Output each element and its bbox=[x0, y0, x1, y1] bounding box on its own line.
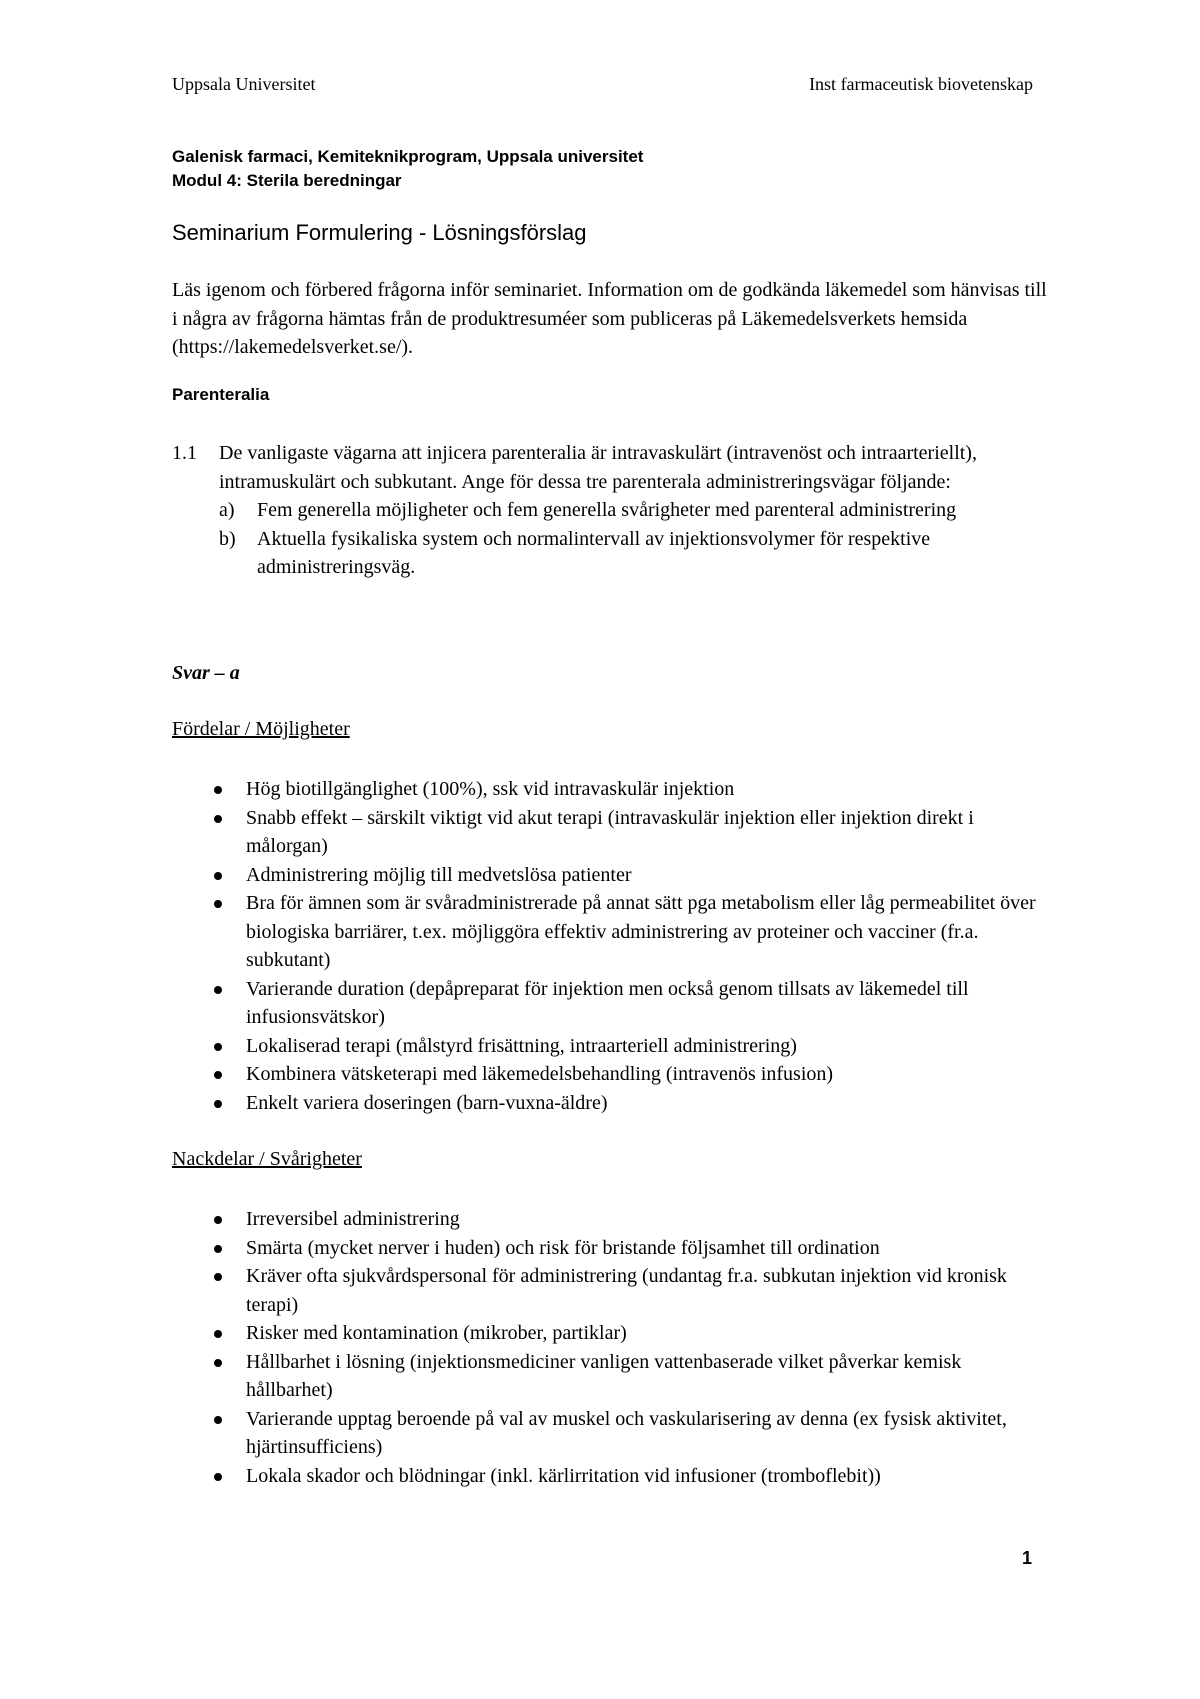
bullet-icon bbox=[214, 1273, 222, 1281]
intro-paragraph: Läs igenom och förbered frågorna inför seminariet. Information om de godkända läkemedel som hänvisas till i några av frågorna hämtas från de produktresuméer som publiceras på Läkemedelsverkets hemsida (https://lakemedelsverket.se/). bbox=[172, 279, 1047, 358]
answer-label: Svar – a bbox=[172, 662, 240, 684]
bullet-icon bbox=[214, 815, 222, 823]
list-item: Smärta (mycket nerver i huden) och risk för bristande följsamhet till ordination bbox=[172, 1234, 1052, 1263]
bullet-icon bbox=[214, 1100, 222, 1108]
bullet-icon bbox=[214, 1359, 222, 1367]
course-line-2: Modul 4: Sterila beredningar bbox=[172, 171, 402, 190]
advantages-list bbox=[172, 775, 1052, 1117]
question-sub-a bbox=[219, 496, 1052, 525]
list-item: Varierande duration (depåpreparat för injektion men också genom tillsats av läkemedel till infusionsvätskor) bbox=[172, 975, 1052, 1032]
sub-text: Fem generella möjligheter och fem generella svårigheter med parenteral administrering bbox=[257, 499, 957, 521]
list-item: Risker med kontamination (mikrober, partiklar) bbox=[172, 1319, 1052, 1348]
disadvantages-list bbox=[172, 1205, 1052, 1490]
list-item: Kombinera vätsketerapi med läkemedelsbehandling (intravenös infusion) bbox=[172, 1060, 1052, 1089]
page-title: Seminarium Formulering - Lösningsförslag bbox=[172, 220, 587, 245]
header-department: Inst farmaceutisk biovetenskap bbox=[809, 74, 1033, 94]
page-number: 1 bbox=[1021, 1548, 1032, 1568]
list-item: Lokaliserad terapi (målstyrd frisättning, intraarteriell administrering) bbox=[172, 1032, 1052, 1061]
sub-label: a) bbox=[219, 499, 235, 521]
list-item: Administrering möjlig till medvetslösa patienter bbox=[172, 861, 1052, 890]
list-item: Enkelt variera doseringen (barn-vuxna-äldre) bbox=[172, 1089, 1052, 1118]
list-item: Varierande upptag beroende på val av muskel och vaskularisering av denna (ex fysisk aktivitet, hjärtinsufficiens) bbox=[172, 1405, 1052, 1462]
list-item: Bra för ämnen som är svåradministrerade på annat sätt pga metabolism eller låg permeabilitet över biologiska barriärer, t.ex. möjliggöra effektiv administrering av proteiner och vacciner (fr.a. subkutant) bbox=[172, 889, 1052, 975]
course-info bbox=[172, 145, 643, 193]
sub-label: b) bbox=[219, 527, 236, 550]
course-line-1: Galenisk farmaci, Kemiteknikprogram, Uppsala universitet bbox=[172, 147, 644, 166]
question-text: De vanligaste vägarna att injicera parenteralia är intravaskulärt (intravenöst och intraarteriellt), intramuskulärt och subkutant. Ange för dessa tre parenterala administreringsvägar följande: bbox=[219, 442, 977, 493]
bullet-icon bbox=[214, 786, 222, 794]
bullet-icon bbox=[214, 900, 222, 908]
list-item: Irreversibel administrering bbox=[172, 1205, 1052, 1234]
list-item: Hög biotillgänglighet (100%), ssk vid intravaskulär injektion bbox=[172, 775, 1052, 804]
bullet-icon bbox=[214, 1330, 222, 1338]
list-item: Hållbarhet i lösning (injektionsmediciner vanligen vattenbaserade vilket påverkar kemisk hållbarhet) bbox=[172, 1348, 1052, 1405]
section-heading: Parenteralia bbox=[172, 385, 270, 404]
bullet-icon bbox=[214, 1473, 222, 1481]
question-number: 1.1 bbox=[172, 442, 197, 464]
bullet-icon bbox=[214, 986, 222, 994]
list-item: Kräver ofta sjukvårdspersonal för administrering (undantag fr.a. subkutan injektion vid kronisk terapi) bbox=[172, 1262, 1052, 1319]
advantages-heading: Fördelar / Möjligheter bbox=[172, 718, 350, 740]
bullet-icon bbox=[214, 872, 222, 880]
bullet-icon bbox=[214, 1216, 222, 1224]
list-item: Lokala skador och blödningar (inkl. kärlirritation vid infusioner (tromboflebit)) bbox=[172, 1462, 1052, 1491]
disadvantages-heading: Nackdelar / Svårigheter bbox=[172, 1148, 362, 1170]
bullet-icon bbox=[214, 1071, 222, 1079]
bullet-icon bbox=[214, 1416, 222, 1424]
question-1-1 bbox=[172, 439, 1052, 582]
sub-text: Aktuella fysikaliska system och normalintervall av injektionsvolymer för respektive administreringsväg. bbox=[257, 527, 931, 578]
question-sub-b bbox=[219, 525, 1052, 582]
bullet-icon bbox=[214, 1043, 222, 1051]
header-institution: Uppsala Universitet bbox=[172, 74, 316, 94]
list-item: Snabb effekt – särskilt viktigt vid akut terapi (intravaskulär injektion eller injektion direkt i målorgan) bbox=[172, 804, 1052, 861]
bullet-icon bbox=[214, 1245, 222, 1253]
